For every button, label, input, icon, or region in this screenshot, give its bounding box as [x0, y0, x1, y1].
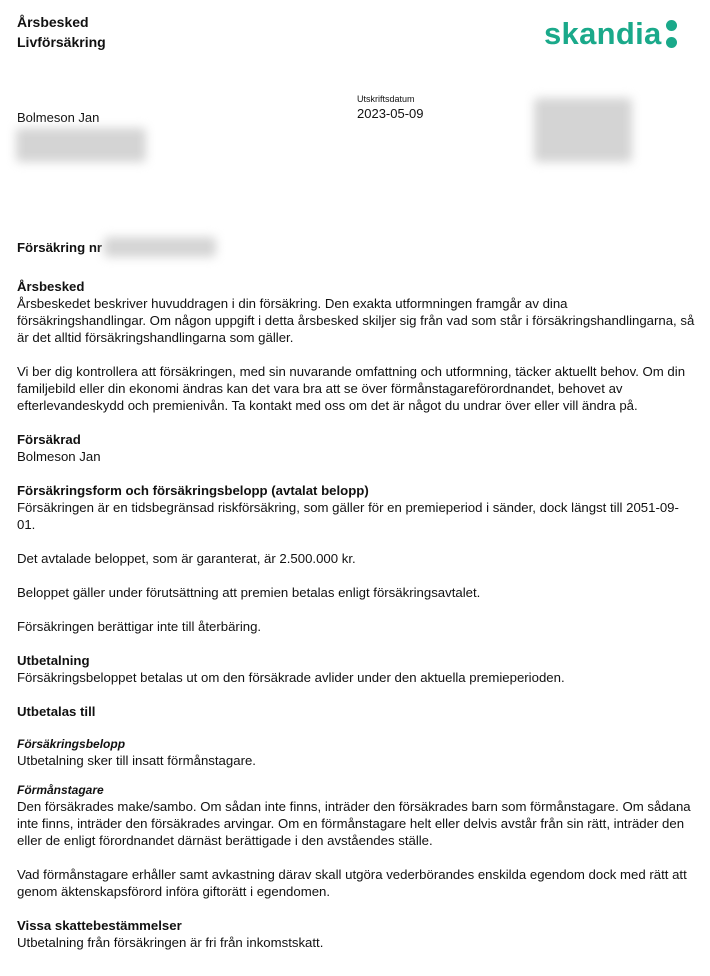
- paragraph: Vi ber dig kontrollera att försäkringen, med sin nuvarande omfattning och utformning, täcker aktuellt behov. Om din familjebild eller din ekonomi ändras kan det vara bra att se över förmånstagareförordnandet, behovet av efterlevandeskydd och premienivån. Ta kontakt med oss om det är något du undrar över eller vill ändra på.: [17, 364, 686, 413]
- paragraph: Det avtalade beloppet, som är garanterat, är 2.500.000 kr.: [17, 551, 356, 566]
- skandia-logo: [544, 14, 678, 54]
- document-subtitle: Livförsäkring: [17, 34, 106, 50]
- section-heading-form: Försäkringsform och försäkringsbelopp (avtalat belopp): [17, 483, 369, 498]
- print-date-value: 2023-05-09: [357, 106, 424, 121]
- paragraph: Vad förmånstagare erhåller samt avkastning därav skall utgöra vederbörandes enskilda egendom dock med rätt att genom äktenskapsförord införa giftorätt i egendomen.: [17, 867, 687, 899]
- document-body: [17, 237, 697, 951]
- redacted-address: [16, 128, 146, 162]
- paragraph: Årsbeskedet beskriver huvuddragen i din försäkring. Den exakta utformningen framgår av dina försäkringshandlingar. Om någon uppgift i detta årsbesked skiljer sig från vad som står i försäkringshandlingarna, så är det alltid försäkringshandlingarna som gäller.: [17, 296, 695, 345]
- two-dots-icon: [666, 14, 678, 54]
- paragraph: Försäkringen berättigar inte till återbäring.: [17, 619, 262, 634]
- recipient-name: Bolmeson Jan: [17, 110, 100, 125]
- section-heading-utbetalning: Utbetalning: [17, 653, 90, 668]
- redacted-block: [534, 98, 632, 162]
- section-heading-utbetalas-till: Utbetalas till: [17, 704, 96, 719]
- policy-number-label: Försäkring nr: [17, 239, 103, 255]
- paragraph: Försäkringen är en tidsbegränsad riskförsäkring, som gäller för en premieperiod i sänder, dock längst till 2051-09-01.: [17, 500, 679, 532]
- paragraph: Den försäkrades make/sambo. Om sådan inte finns, inträder den försäkrades barn som förmånstagare. Om sådana inte finns, inträder den försäkrades arvingar. Om en förmånstagare helt eller delvis avstår från sin rätt, inträder den eller de enligt förordnandet därnäst berättigade i den avståendes ställe.: [17, 799, 691, 848]
- logo-wordmark: skandia: [544, 16, 662, 51]
- insured-name: Bolmeson Jan: [17, 449, 101, 464]
- paragraph: Beloppet gäller under förutsättning att premien betalas enligt försäkringsavtalet.: [17, 585, 481, 600]
- document-title: Årsbesked: [17, 14, 89, 30]
- policy-number-row: [17, 237, 697, 257]
- paragraph: Utbetalning sker till insatt förmånstagare.: [17, 753, 256, 768]
- section-heading-arsbesked: Årsbesked: [17, 279, 85, 294]
- section-heading-skatt: Vissa skattebestämmelser: [17, 918, 182, 933]
- redacted-policy-number: [104, 237, 216, 257]
- paragraph: Försäkringsbeloppet betalas ut om den försäkrade avlider under den aktuella premieperioden.: [17, 670, 565, 685]
- subheading-formanstagare: Förmånstagare: [17, 783, 104, 797]
- paragraph: Utbetalning från försäkringen är fri från inkomstskatt.: [17, 935, 324, 950]
- section-heading-forsakrad: Försäkrad: [17, 432, 81, 447]
- print-date-label: Utskriftsdatum: [357, 94, 415, 104]
- subheading-forsakringsbelopp: Försäkringsbelopp: [17, 737, 126, 751]
